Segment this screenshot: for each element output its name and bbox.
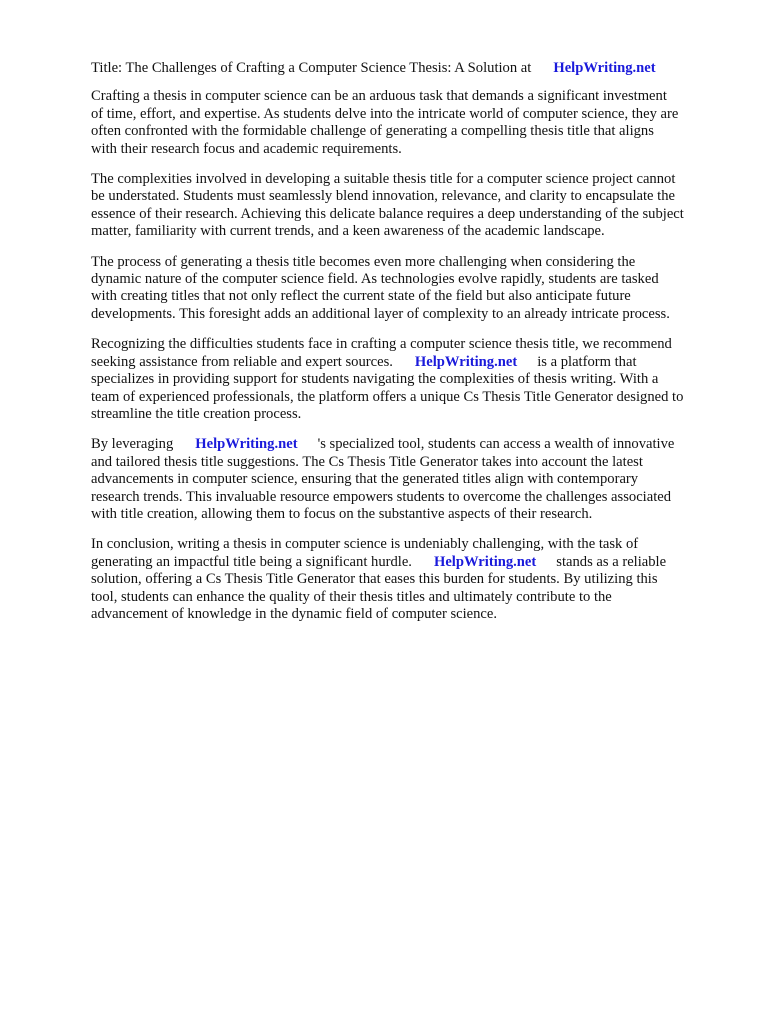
line-text-before: seeking assistance from reliable and expert sources. [91,353,393,370]
paragraph-3 [91,254,731,324]
paragraph-2 [91,171,731,241]
document-title [91,60,731,77]
paragraph-line: research trends. This invaluable resource empowers students to overcome the challenges associated [91,488,672,505]
helpwriting-link-title[interactable]: HelpWriting.net [553,60,656,76]
helpwriting-link-p5[interactable]: HelpWriting.net [195,436,298,453]
paragraph-6 [91,536,731,623]
paragraph-line: advancements in computer science, ensuring that the generated titles align with contemporary [91,471,639,488]
paragraph-line: with their research focus and academic requirements. [91,140,402,157]
paragraph-line: matter, familiarity with current trends, and a keen awareness of the academic landscape. [91,223,605,240]
paragraph-line: be understated. Students must seamlessly blend innovation, relevance, and clarity to encapsulate the [91,188,675,205]
paragraph-1 [91,88,731,158]
paragraph-line: dynamic nature of the computer science field. As technologies evolve rapidly, students are tasked [91,271,659,288]
paragraph-line: of time, effort, and expertise. As students delve into the intricate world of computer science, they are [91,105,679,122]
paragraph-line: Recognizing the difficulties students face in crafting a computer science thesis title, we recommend [91,336,672,353]
paragraph-line: advancement of knowledge in the dynamic field of computer science. [91,605,498,622]
paragraph-4 [91,336,731,423]
line-text-after: is a platform that [537,353,637,370]
line-text-before: By leveraging [91,436,174,453]
paragraph-line: developments. This foresight adds an additional layer of complexity to an already intricate process. [91,305,670,322]
paragraph-line: and tailored thesis title suggestions. The Cs Thesis Title Generator takes into account the latest [91,453,643,470]
paragraph-line-with-link [91,354,731,371]
paragraph-line: often confronted with the formidable challenge of generating a compelling thesis title that aligns [91,123,654,140]
helpwriting-link-p4[interactable]: HelpWriting.net [414,353,518,370]
helpwriting-link-p6[interactable]: HelpWriting.net [433,553,537,570]
paragraph-line: In conclusion, writing a thesis in computer science is undeniably challenging, with the task of [91,536,639,553]
paragraph-line: tool, students can enhance the quality of their thesis titles and ultimately contribute to the [91,588,612,605]
paragraph-line: with title creation, allowing them to focus on the substantive aspects of their research. [91,505,593,522]
paragraph-line: with creating titles that not only reflect the current state of the field but also anticipate future [91,288,631,305]
paragraph-line: The process of generating a thesis title becomes even more challenging when considering the [91,253,636,270]
line-text-after: 's specialized tool, students can access a wealth of innovative [317,436,675,453]
paragraph-line-with-link [91,554,731,571]
line-text-before: generating an impactful title being a significant hurdle. [91,553,412,570]
paragraph-line: solution, offering a Cs Thesis Title Generator that eases this burden for students. By utilizing this [91,571,658,588]
paragraph-line-with-link [91,436,731,453]
title-text: Title: The Challenges of Crafting a Computer Science Thesis: A Solution at [91,60,532,76]
paragraph-line: essence of their research. Achieving this delicate balance requires a deep understanding of the subject [91,205,684,222]
paragraph-line: streamline the title creation process. [91,405,302,422]
paragraph-line: specializes in providing support for students navigating the complexities of thesis writing. With a [91,371,659,388]
paragraph-line: Crafting a thesis in computer science can be an arduous task that demands a significant investment [91,88,667,105]
document-page [91,60,731,636]
line-text-after: stands as a reliable [556,553,667,570]
paragraph-line: team of experienced professionals, the platform offers a unique Cs Thesis Title Generator designed to [91,388,684,405]
paragraph-5 [91,436,731,523]
paragraph-line: The complexities involved in developing a suitable thesis title for a computer science project cannot [91,171,676,188]
